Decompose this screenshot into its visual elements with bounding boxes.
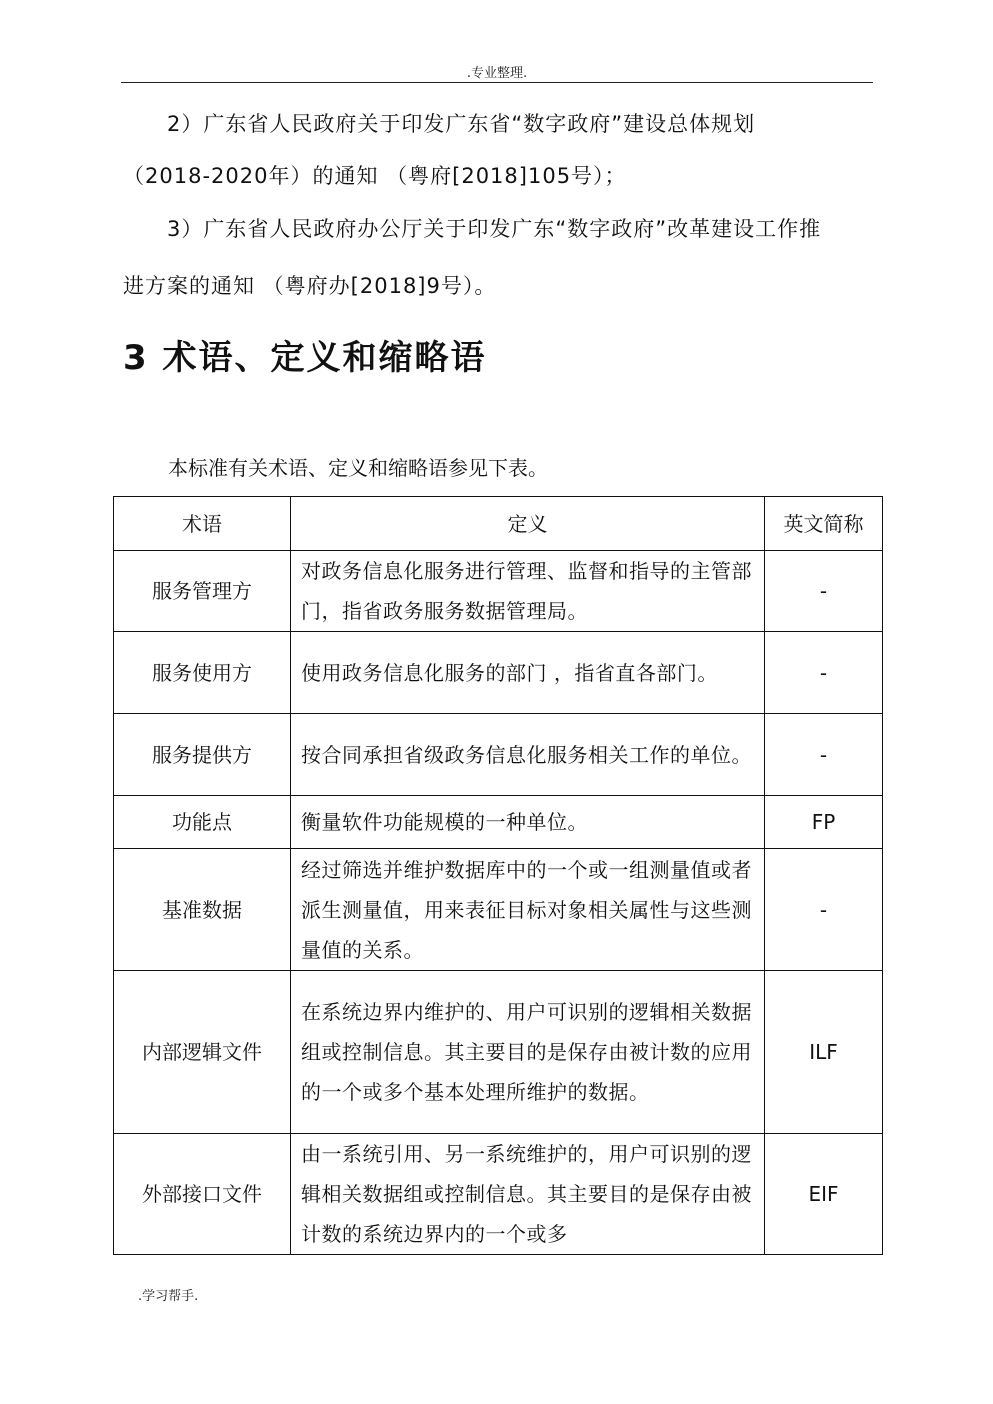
table-row [114, 796, 883, 849]
definition-cell: 衡量软件功能规模的一种单位。 [291, 796, 765, 849]
reference-paragraph-3 [123, 201, 873, 315]
definition-cell: 在系统边界内维护的、用户可识别的逻辑相关数据组或控制信息。其主要目的是保存由被计数的应用的一个或多个基本处理所维护的数据。 [291, 971, 765, 1134]
table-row [114, 1134, 883, 1255]
page-header: .专业整理. [466, 66, 528, 81]
term-cell: 外部接口文件 [114, 1134, 291, 1255]
definition-cell: 经过筛选并维护数据库中的一个或一组测量值或者派生测量值，用来表征目标对象相关属性与这些测量值的关系。 [291, 849, 765, 971]
table-row [114, 849, 883, 971]
definition-cell: 由一系统引用、另一系统维护的，用户可识别的逻辑相关数据组或控制信息。其主要目的是保存由被计数的系统边界内的一个或多 [291, 1134, 765, 1255]
term-cell: 服务提供方 [114, 714, 291, 796]
table-header-row [114, 497, 883, 551]
term-cell: 基准数据 [114, 849, 291, 971]
reference-2-line-1: 2）广东省人民政府关于印发广东省“数字政府”建设总体规划 [167, 112, 756, 136]
header-abbr: 英文简称 [765, 497, 883, 551]
reference-3-line-1: 3）广东省人民政府办公厅关于印发广东“数字政府”改革建设工作推 [167, 217, 822, 241]
abbr-cell: - [765, 551, 883, 632]
section-heading: 3 术语、定义和缩略语 [123, 338, 487, 378]
definition-cell: 使用政务信息化服务的部门 ，指省直各部门。 [291, 632, 765, 714]
abbr-cell: - [765, 632, 883, 714]
abbr-cell: EIF [765, 1134, 883, 1255]
intro-text: 本标准有关术语、定义和缩略语参见下表。 [168, 456, 548, 480]
header-divider [121, 82, 873, 83]
table-row [114, 971, 883, 1134]
term-cell: 服务管理方 [114, 551, 291, 632]
abbr-cell: - [765, 849, 883, 971]
term-cell: 服务使用方 [114, 632, 291, 714]
definition-cell: 对政务信息化服务进行管理、监督和指导的主管部门，指省政务服务数据管理局。 [291, 551, 765, 632]
reference-2-line-2: （2018-2020年）的通知 （粤府[2018]105号）； [123, 164, 627, 188]
abbr-cell: FP [765, 796, 883, 849]
term-cell: 功能点 [114, 796, 291, 849]
abbr-cell: - [765, 714, 883, 796]
table-row [114, 551, 883, 632]
reference-3-line-2: 进方案的通知 （粤府办[2018]9号）。 [123, 274, 497, 298]
abbr-cell: ILF [765, 971, 883, 1134]
term-cell: 内部逻辑文件 [114, 971, 291, 1134]
table-row [114, 632, 883, 714]
page-footer: .学习帮手. [138, 1289, 199, 1304]
definition-cell: 按合同承担省级政务信息化服务相关工作的单位。 [291, 714, 765, 796]
header-definition: 定义 [291, 497, 765, 551]
terms-table [113, 496, 883, 1255]
table-row [114, 714, 883, 796]
header-term: 术语 [114, 497, 291, 551]
reference-paragraph-2 [123, 98, 873, 202]
